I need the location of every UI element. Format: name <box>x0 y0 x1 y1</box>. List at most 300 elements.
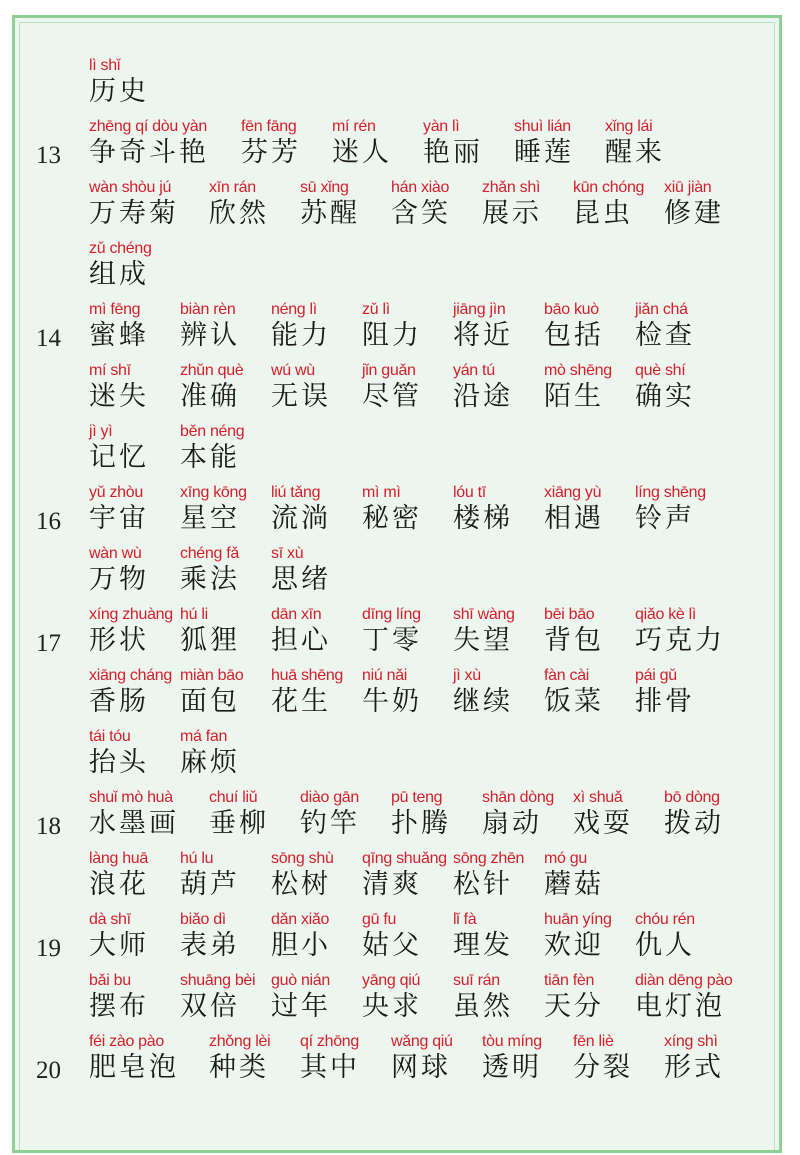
hanzi: 香肠 <box>89 686 149 717</box>
hanzi: 戏耍 <box>573 808 633 839</box>
pinyin: néng lì <box>271 301 317 318</box>
vocab-word <box>180 361 271 413</box>
hanzi: 星空 <box>180 503 240 534</box>
hanzi: 组成 <box>89 259 149 290</box>
vocab-word <box>544 666 635 718</box>
vocab-word <box>180 422 271 474</box>
hanzi: 其中 <box>300 1052 360 1083</box>
hanzi: 饭菜 <box>544 686 604 717</box>
pinyin: shī wàng <box>453 606 515 623</box>
vocab-word <box>573 1032 664 1084</box>
hanzi: 本能 <box>180 442 240 473</box>
pinyin: xīng kōng <box>180 484 247 501</box>
hanzi: 排骨 <box>635 686 695 717</box>
vocab-word <box>89 483 180 535</box>
vocab-word <box>89 605 180 657</box>
vocab-word <box>544 605 635 657</box>
vocab-row <box>0 56 800 117</box>
pinyin: sū xǐng <box>300 179 349 196</box>
vocab-word <box>89 849 180 901</box>
pinyin: féi zào pào <box>89 1033 164 1050</box>
pinyin: xíng shì <box>664 1033 718 1050</box>
hanzi: 牛奶 <box>362 686 422 717</box>
vocab-word <box>453 483 544 535</box>
vocab-word <box>300 1032 391 1084</box>
vocabulary-list <box>0 56 800 1093</box>
vocab-word <box>362 910 453 962</box>
hanzi: 肥皂泡 <box>89 1052 179 1083</box>
pinyin: zǔ lì <box>362 301 390 318</box>
vocab-word <box>271 300 362 352</box>
lesson-number: 13 <box>36 142 61 169</box>
pinyin: sōng shù <box>271 850 334 867</box>
vocab-word <box>271 849 362 901</box>
word-group <box>89 178 755 230</box>
lesson-number: 16 <box>36 508 61 535</box>
pinyin: jǐn guǎn <box>362 362 416 379</box>
vocab-word <box>180 605 271 657</box>
hanzi: 迷失 <box>89 381 149 412</box>
vocab-word <box>89 544 180 596</box>
word-group <box>89 544 362 596</box>
pinyin: sī xù <box>271 545 304 562</box>
hanzi: 清爽 <box>362 869 422 900</box>
vocab-word <box>241 117 332 169</box>
pinyin: shuāng bèi <box>180 972 256 989</box>
hanzi: 抬头 <box>89 747 149 778</box>
hanzi: 虽然 <box>453 991 513 1022</box>
vocab-word <box>453 849 544 901</box>
vocab-word <box>271 971 362 1023</box>
word-group <box>89 727 271 779</box>
vocab-word <box>271 605 362 657</box>
pinyin: xiāng yù <box>544 484 602 501</box>
vocab-word <box>300 178 391 230</box>
vocab-word <box>423 117 514 169</box>
vocab-word <box>332 117 423 169</box>
pinyin: tiān fèn <box>544 972 595 989</box>
pinyin: qí zhōng <box>300 1033 359 1050</box>
pinyin: má fan <box>180 728 228 745</box>
pinyin: jì xù <box>453 667 481 684</box>
vocab-row <box>0 1032 800 1093</box>
pinyin: qīng shuǎng <box>362 850 447 867</box>
word-group <box>89 605 755 657</box>
pinyin: wàn shòu jú <box>89 179 172 196</box>
vocab-word <box>635 361 726 413</box>
vocab-word <box>89 117 241 169</box>
pinyin: làng huā <box>89 850 148 867</box>
vocab-word <box>89 666 180 718</box>
vocab-word <box>664 1032 755 1084</box>
vocab-word <box>362 971 453 1023</box>
pinyin: bēi bāo <box>544 606 595 623</box>
hanzi: 水墨画 <box>89 808 179 839</box>
vocab-word <box>664 788 755 840</box>
pinyin: xǐng lái <box>605 118 653 135</box>
vocab-word <box>605 117 696 169</box>
hanzi: 万物 <box>89 564 149 595</box>
hanzi: 铃声 <box>635 503 695 534</box>
pinyin: gū fu <box>362 911 397 928</box>
vocab-row <box>0 117 800 178</box>
word-group <box>89 1032 755 1084</box>
lesson-number: 19 <box>36 935 61 962</box>
pinyin: shān dòng <box>482 789 555 806</box>
vocab-word <box>271 666 362 718</box>
hanzi: 醒来 <box>605 137 665 168</box>
hanzi: 尽管 <box>362 381 422 412</box>
hanzi: 包括 <box>544 320 604 351</box>
hanzi: 历史 <box>89 76 149 107</box>
vocab-row <box>0 300 800 361</box>
pinyin: mí shī <box>89 362 131 379</box>
pinyin: zhǒng lèi <box>209 1033 271 1050</box>
hanzi: 展示 <box>482 198 542 229</box>
hanzi: 钓竿 <box>300 808 360 839</box>
word-group <box>89 666 726 718</box>
vocab-row <box>0 544 800 605</box>
vocab-word <box>271 910 362 962</box>
hanzi: 大师 <box>89 930 149 961</box>
vocab-word <box>180 666 271 718</box>
pinyin: pái gǔ <box>635 667 677 684</box>
word-group <box>89 300 726 352</box>
hanzi: 扇动 <box>482 808 542 839</box>
pinyin: shuǐ mò huà <box>89 789 173 806</box>
hanzi: 麻烦 <box>180 747 240 778</box>
hanzi: 沿途 <box>453 381 513 412</box>
word-group <box>89 422 271 474</box>
pinyin: fàn cài <box>544 667 590 684</box>
vocab-word <box>544 971 635 1023</box>
pinyin: yàn lì <box>423 118 460 135</box>
pinyin: hú lu <box>180 850 214 867</box>
pinyin: jì yì <box>89 423 113 440</box>
lesson-number: 20 <box>36 1057 61 1084</box>
pinyin: liú tǎng <box>271 484 321 501</box>
vocab-word <box>362 300 453 352</box>
pinyin: tòu míng <box>482 1033 542 1050</box>
pinyin: mí rén <box>332 118 376 135</box>
lesson-number: 18 <box>36 813 61 840</box>
vocab-row <box>0 178 800 239</box>
pinyin: dǎn xiǎo <box>271 911 330 928</box>
vocab-word <box>573 178 664 230</box>
hanzi: 继续 <box>453 686 513 717</box>
hanzi: 分裂 <box>573 1052 633 1083</box>
vocab-word <box>482 178 573 230</box>
vocab-word <box>89 300 180 352</box>
vocab-word <box>89 239 180 291</box>
pinyin: kūn chóng <box>573 179 645 196</box>
pinyin: què shí <box>635 362 686 379</box>
word-group <box>89 361 726 413</box>
vocab-word <box>453 666 544 718</box>
vocab-word <box>453 605 544 657</box>
pinyin: wàn wù <box>89 545 142 562</box>
pinyin: niú nǎi <box>362 667 408 684</box>
pinyin: xì shuǎ <box>573 789 623 806</box>
vocab-word <box>635 666 726 718</box>
pinyin: zhǎn shì <box>482 179 541 196</box>
hanzi: 胆小 <box>271 930 331 961</box>
vocab-word <box>635 605 755 657</box>
hanzi: 央求 <box>362 991 422 1022</box>
vocab-word <box>89 56 180 108</box>
hanzi: 迷人 <box>332 137 392 168</box>
hanzi: 秘密 <box>362 503 422 534</box>
vocab-word <box>362 666 453 718</box>
vocab-word <box>391 788 482 840</box>
hanzi: 流淌 <box>271 503 331 534</box>
vocab-word <box>89 788 209 840</box>
hanzi: 检查 <box>635 320 695 351</box>
pinyin: wǎng qiú <box>391 1033 453 1050</box>
hanzi: 能力 <box>271 320 331 351</box>
vocab-word <box>271 544 362 596</box>
vocab-word <box>180 300 271 352</box>
vocab-word <box>209 1032 300 1084</box>
hanzi: 乘法 <box>180 564 240 595</box>
vocab-row <box>0 483 800 544</box>
vocab-word <box>271 361 362 413</box>
vocab-row <box>0 666 800 727</box>
pinyin: biǎo dì <box>180 911 226 928</box>
pinyin: zhǔn què <box>180 362 244 379</box>
vocab-word <box>209 788 300 840</box>
pinyin: zhēng qí dòu yàn <box>89 118 207 135</box>
word-group <box>89 56 180 108</box>
pinyin: lǐ fà <box>453 911 477 928</box>
hanzi: 形状 <box>89 625 149 656</box>
hanzi: 楼梯 <box>453 503 513 534</box>
hanzi: 相遇 <box>544 503 604 534</box>
pinyin: jiāng jìn <box>453 301 506 318</box>
pinyin: xiāng cháng <box>89 667 172 684</box>
vocab-word <box>180 544 271 596</box>
vocab-word <box>180 971 271 1023</box>
hanzi: 垂柳 <box>209 808 269 839</box>
hanzi: 网球 <box>391 1052 451 1083</box>
vocab-row <box>0 361 800 422</box>
vocab-word <box>89 1032 209 1084</box>
hanzi: 芬芳 <box>241 137 301 168</box>
vocab-row <box>0 727 800 788</box>
pinyin: mì mì <box>362 484 401 501</box>
vocab-word <box>635 910 726 962</box>
hanzi: 记忆 <box>89 442 149 473</box>
pinyin: suī rán <box>453 972 500 989</box>
hanzi: 巧克力 <box>635 625 725 656</box>
vocab-word <box>544 300 635 352</box>
pinyin: dīng líng <box>362 606 421 623</box>
pinyin: bǎi bu <box>89 972 131 989</box>
pinyin: chéng fǎ <box>180 545 239 562</box>
pinyin: tái tóu <box>89 728 131 745</box>
pinyin: guò nián <box>271 972 330 989</box>
word-group <box>89 849 635 901</box>
hanzi: 拨动 <box>664 808 724 839</box>
word-group <box>89 788 755 840</box>
vocab-word <box>514 117 605 169</box>
vocab-row <box>0 239 800 300</box>
vocab-row <box>0 971 800 1032</box>
hanzi: 姑父 <box>362 930 422 961</box>
hanzi: 蘑菇 <box>544 869 604 900</box>
pinyin: miàn bāo <box>180 667 244 684</box>
hanzi: 失望 <box>453 625 513 656</box>
pinyin: shuì lián <box>514 118 571 135</box>
pinyin: yán tú <box>453 362 495 379</box>
hanzi: 准确 <box>180 381 240 412</box>
vocab-row <box>0 849 800 910</box>
vocab-word <box>89 178 209 230</box>
pinyin: sōng zhēn <box>453 850 525 867</box>
lesson-number: 17 <box>36 630 61 657</box>
pinyin: xíng zhuàng <box>89 606 173 623</box>
word-group <box>89 483 726 535</box>
hanzi: 陌生 <box>544 381 604 412</box>
vocab-word <box>482 1032 573 1084</box>
vocab-word <box>635 971 755 1023</box>
hanzi: 昆虫 <box>573 198 633 229</box>
word-group <box>89 971 755 1023</box>
pinyin: zǔ chéng <box>89 240 152 257</box>
pinyin: jiǎn chá <box>635 301 688 318</box>
vocab-word <box>453 300 544 352</box>
pinyin: yāng qiú <box>362 972 421 989</box>
pinyin: huān yíng <box>544 911 612 928</box>
hanzi: 确实 <box>635 381 695 412</box>
vocab-word <box>300 788 391 840</box>
hanzi: 表弟 <box>180 930 240 961</box>
vocab-word <box>635 483 726 535</box>
hanzi: 过年 <box>271 991 331 1022</box>
vocab-word <box>271 483 362 535</box>
vocab-word <box>544 910 635 962</box>
hanzi: 背包 <box>544 625 604 656</box>
hanzi: 面包 <box>180 686 240 717</box>
vocab-word <box>362 849 453 901</box>
pinyin: lóu tī <box>453 484 486 501</box>
pinyin: wú wù <box>271 362 315 379</box>
hanzi: 宇宙 <box>89 503 149 534</box>
vocab-word <box>453 971 544 1023</box>
pinyin: hú li <box>180 606 208 623</box>
hanzi: 将近 <box>453 320 513 351</box>
vocab-word <box>89 727 180 779</box>
hanzi: 形式 <box>664 1052 724 1083</box>
vocab-word <box>573 788 664 840</box>
pinyin: bō dòng <box>664 789 720 806</box>
pinyin: chóu rén <box>635 911 695 928</box>
vocab-word <box>453 361 544 413</box>
vocab-word <box>544 849 635 901</box>
vocab-word <box>89 422 180 474</box>
hanzi: 欢迎 <box>544 930 604 961</box>
vocab-word <box>89 971 180 1023</box>
hanzi: 摆布 <box>89 991 149 1022</box>
hanzi: 仇人 <box>635 930 695 961</box>
vocab-word <box>391 1032 482 1084</box>
vocab-word <box>362 605 453 657</box>
hanzi: 含笑 <box>391 198 451 229</box>
hanzi: 蜜蜂 <box>89 320 149 351</box>
hanzi: 松针 <box>453 869 513 900</box>
pinyin: hán xiào <box>391 179 450 196</box>
hanzi: 扑腾 <box>391 808 451 839</box>
word-group <box>89 117 696 169</box>
vocab-word <box>362 483 453 535</box>
pinyin: diàn dēng pào <box>635 972 733 989</box>
pinyin: chuí liǔ <box>209 789 258 806</box>
lesson-number: 14 <box>36 325 61 352</box>
pinyin: dà shī <box>89 911 131 928</box>
hanzi: 理发 <box>453 930 513 961</box>
pinyin: fēn fāng <box>241 118 297 135</box>
pinyin: diào gān <box>300 789 359 806</box>
pinyin: dān xīn <box>271 606 322 623</box>
pinyin: bāo kuò <box>544 301 599 318</box>
vocab-word <box>180 483 271 535</box>
vocab-row <box>0 605 800 666</box>
pinyin: pū teng <box>391 789 443 806</box>
pinyin: xīn rán <box>209 179 256 196</box>
hanzi: 花生 <box>271 686 331 717</box>
pinyin: huā shēng <box>271 667 344 684</box>
hanzi: 睡莲 <box>514 137 574 168</box>
pinyin: yǔ zhòu <box>89 484 143 501</box>
pinyin: xiū jiàn <box>664 179 712 196</box>
pinyin: biàn rèn <box>180 301 236 318</box>
hanzi: 透明 <box>482 1052 542 1083</box>
hanzi: 浪花 <box>89 869 149 900</box>
vocab-word <box>180 849 271 901</box>
word-group <box>89 239 180 291</box>
vocab-word <box>391 178 482 230</box>
hanzi: 万寿菊 <box>89 198 179 229</box>
hanzi: 松树 <box>271 869 331 900</box>
hanzi: 种类 <box>209 1052 269 1083</box>
hanzi: 欣然 <box>209 198 269 229</box>
hanzi: 争奇斗艳 <box>89 137 209 168</box>
vocab-word <box>362 361 453 413</box>
pinyin: fēn liè <box>573 1033 614 1050</box>
hanzi: 苏醒 <box>300 198 360 229</box>
hanzi: 电灯泡 <box>635 991 725 1022</box>
hanzi: 天分 <box>544 991 604 1022</box>
pinyin: mì fēng <box>89 301 141 318</box>
hanzi: 辨认 <box>180 320 240 351</box>
pinyin: mó gu <box>544 850 587 867</box>
pinyin: běn néng <box>180 423 245 440</box>
pinyin: qiǎo kè lì <box>635 606 697 623</box>
hanzi: 丁零 <box>362 625 422 656</box>
hanzi: 艳丽 <box>423 137 483 168</box>
vocab-word <box>664 178 755 230</box>
vocab-word <box>89 910 180 962</box>
vocab-word <box>209 178 300 230</box>
hanzi: 无误 <box>271 381 331 412</box>
pinyin: lì shǐ <box>89 57 121 74</box>
vocab-word <box>544 361 635 413</box>
vocab-word <box>89 361 180 413</box>
hanzi: 担心 <box>271 625 331 656</box>
hanzi: 阻力 <box>362 320 422 351</box>
hanzi: 狐狸 <box>180 625 240 656</box>
pinyin: líng shēng <box>635 484 706 501</box>
